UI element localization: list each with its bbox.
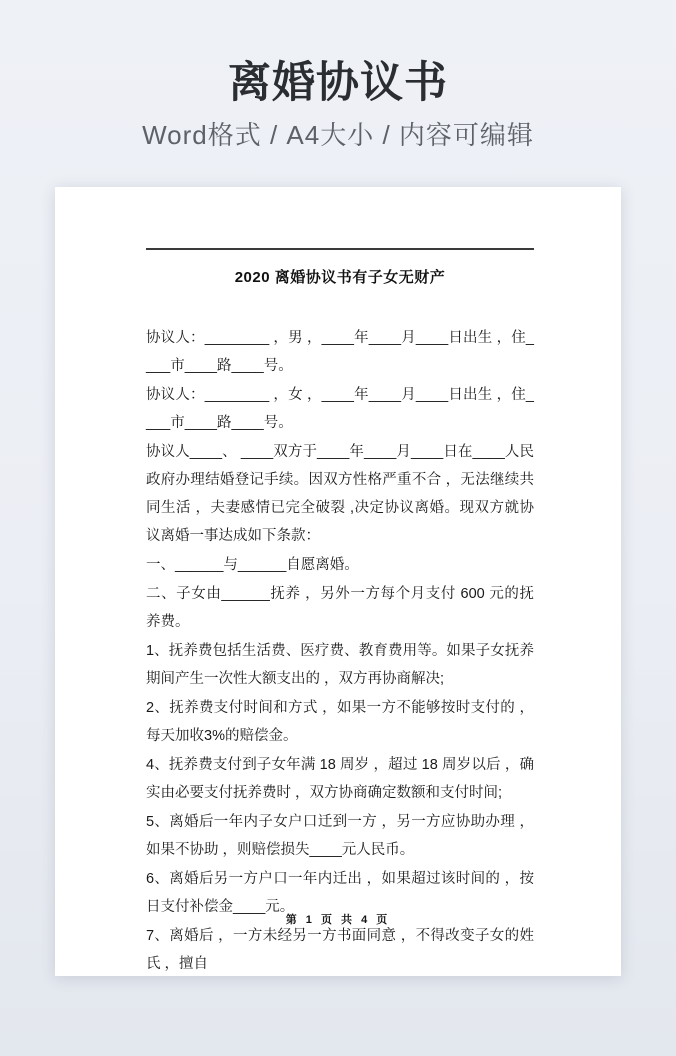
document-paragraph: 协议人：________ ，男 ，____年____月____日出生 ，住____市____路____号。 bbox=[146, 330, 534, 374]
title-divider bbox=[146, 248, 534, 250]
document-paragraph: 一、______与______自愿离婚。 bbox=[146, 557, 359, 573]
page-number: 第 1 页 共 4 页 bbox=[285, 914, 391, 926]
document-paragraph: 4、抚养费支付到子女年满 18 周岁 ，超过 18 周岁以后 ，确实由必要支付抚养费时 ，双方协商确定数额和支付时间; bbox=[146, 757, 534, 801]
document-paragraph: 6、离婚后另一方户口一年内迁出 ，如果超过该时间的 ，按日支付补偿金____元。 bbox=[146, 871, 534, 915]
document-paragraph: 5、离婚后一年内子女户口迁到一方 ，另一方应协助办理 ，如果不协助 ，则赔偿损失____元人民币。 bbox=[146, 814, 534, 858]
document-paragraph: 7、离婚后 ，一方未经另一方书面同意 ，不得改变子女的姓氏 ，擅自 bbox=[146, 928, 534, 972]
document-title: 2020 离婚协议书有子女无财产 bbox=[234, 269, 446, 286]
document-paragraph: 1、抚养费包括生活费、医疗费、教育费用等。如果子女抚养期间产生一次性大额支出的 ，双方再协商解决; bbox=[146, 643, 534, 687]
document-paragraph: 二、子女由______抚养 ，另外一方每个月支付 600 元的抚养费。 bbox=[146, 586, 534, 630]
document-paragraph: 协议人：________ ，女 ，____年____月____日出生 ，住____市____路____号。 bbox=[146, 387, 534, 431]
document-page bbox=[55, 187, 621, 976]
header-subtitle: Word格式 / A4大小 / 内容可编辑 bbox=[142, 120, 534, 150]
document-body bbox=[146, 324, 534, 978]
document-paragraph: 2、抚养费支付时间和方式 ，如果一方不能够按时支付的 ，每天加收3%的赔偿金。 bbox=[146, 700, 534, 744]
document-content-area bbox=[146, 187, 534, 979]
header-title: 离婚协议书 bbox=[228, 59, 448, 107]
header-banner bbox=[0, 0, 676, 150]
document-paragraph: 协议人____、 ____双方于____年____月____日在____人民政府办理结婚登记手续。因双方性格严重不合 ，无法继续共同生活 ，夫妻感情已完全破裂 ,决定协议离婚。现双方就协议离婚一事达成如下条款： bbox=[146, 444, 534, 544]
